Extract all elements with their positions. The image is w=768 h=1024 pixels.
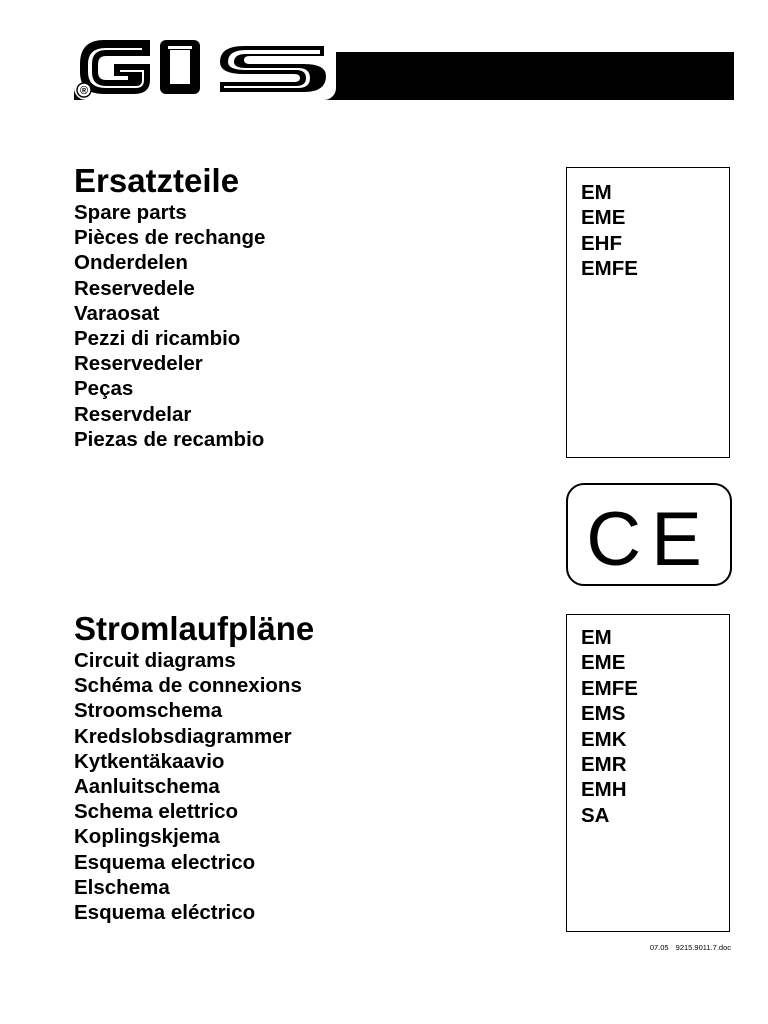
translation-item: Schéma de connexions (74, 674, 302, 698)
translation-item: Spare parts (74, 201, 187, 224)
model-item: EME (581, 651, 626, 675)
translation-item: Varaosat (74, 301, 160, 325)
model-item: EMFE (581, 257, 638, 281)
model-item: EMK (581, 727, 627, 751)
circuit-diagrams-model-list (567, 625, 729, 828)
svg-text:CE: CE (586, 497, 712, 582)
translation-item: Esquema eléctrico (74, 901, 256, 925)
model-item: EM (581, 626, 612, 649)
translation-item: Esquema electrico (74, 850, 256, 874)
model-item: SA (581, 803, 610, 827)
translation-item: Stroomschema (74, 699, 223, 723)
translation-item: Circuit diagrams (74, 649, 236, 672)
ce-mark-box (566, 483, 732, 586)
translation-item: Kredslobsdiagrammer (74, 724, 292, 748)
translation-item: Pezzi di ricambio (74, 327, 241, 351)
model-item: EHF (581, 231, 622, 255)
translation-item: Kytkentäkaavio (74, 749, 225, 773)
spare-parts-model-box (566, 167, 730, 458)
translation-item: Aanluitschema (74, 775, 220, 799)
document-reference: 07.05 9215.9011.7.doc (649, 943, 731, 952)
registered-mark: ® (79, 85, 89, 97)
translation-item: Reservedele (74, 276, 195, 300)
translation-item: Reservdelar (74, 402, 192, 426)
translation-item: Reservedeler (74, 352, 203, 376)
translation-item: Schema elettrico (74, 800, 239, 824)
model-item: EMFE (581, 676, 638, 700)
translation-item: Elschema (74, 875, 170, 899)
spare-parts-translations (74, 200, 265, 452)
translation-item: Piezas de recambio (74, 427, 265, 451)
model-item: EMS (581, 702, 626, 726)
model-item: EM (581, 181, 612, 204)
model-item: EMH (581, 778, 627, 802)
translation-item: Peças (74, 377, 134, 401)
circuit-diagrams-translations (74, 648, 302, 925)
spare-parts-model-list (567, 180, 729, 282)
spare-parts-heading: Ersatzteile (74, 162, 240, 199)
translation-item: Onderdelen (74, 251, 188, 275)
circuit-diagrams-heading: Stromlaufpläne (74, 610, 315, 647)
ce-conformity-icon (568, 485, 730, 584)
translation-item: Pièces de rechange (74, 226, 266, 250)
gis-logo (74, 34, 336, 100)
translation-item: Koplingskjema (74, 825, 220, 849)
model-item: EME (581, 206, 626, 230)
model-item: EMR (581, 753, 627, 777)
circuit-diagrams-model-box (566, 614, 730, 932)
